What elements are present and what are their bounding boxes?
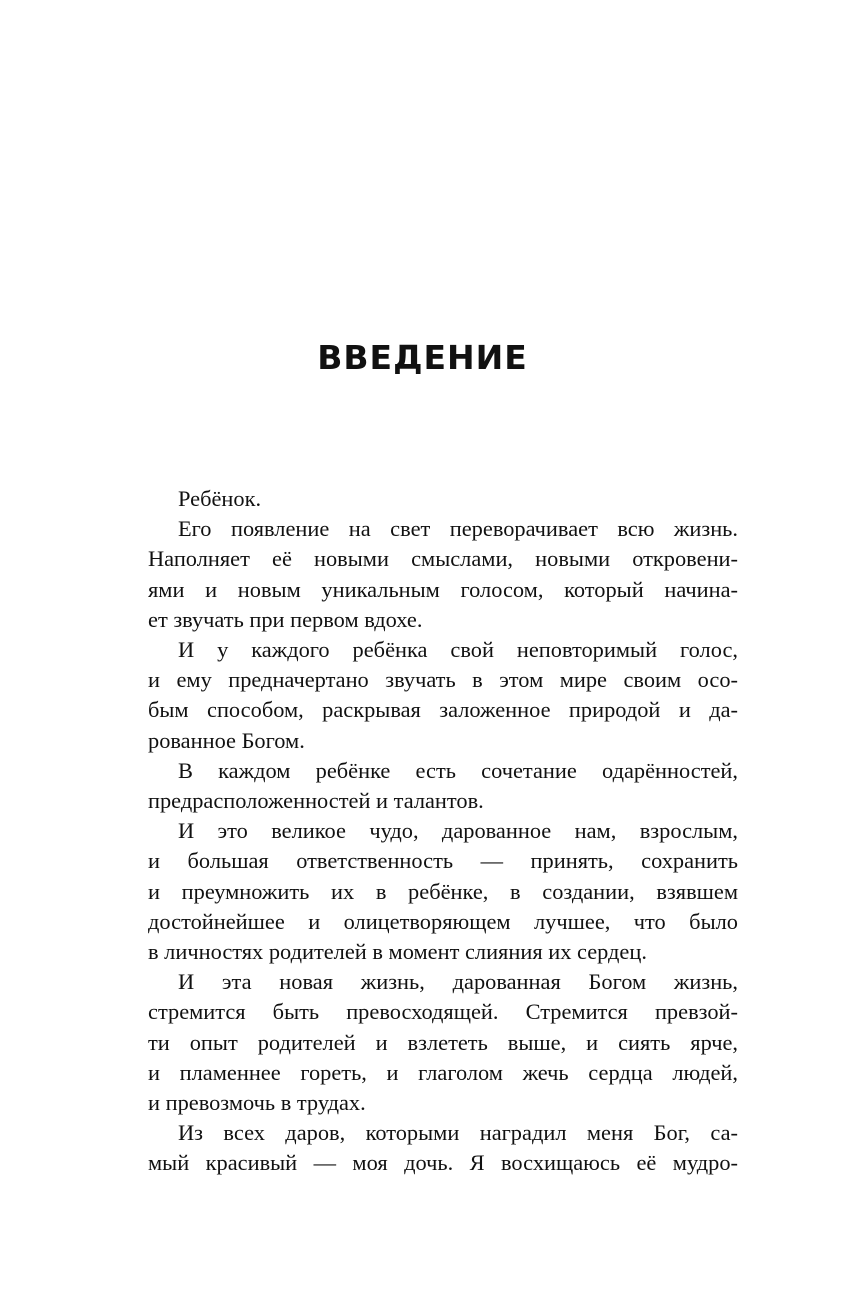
text-line: бым способом, раскрывая заложенное природой и да-: [148, 697, 738, 723]
text-line: И это великое чудо, дарованное нам, взрослым,: [178, 818, 738, 844]
text-line: И эта новая жизнь, дарованная Богом жизнь,: [178, 969, 738, 995]
paragraph: [148, 484, 738, 514]
paragraph: [148, 1118, 738, 1178]
paragraph: [148, 816, 738, 967]
text-line: и пламеннее гореть, и глаголом жечь сердца людей,: [148, 1059, 738, 1085]
text-line: в личностях родителей в момент слияния их сердец.: [148, 939, 647, 965]
text-line: рованное Богом.: [148, 727, 305, 753]
paragraph: [148, 756, 738, 816]
text-line: Наполняет её новыми смыслами, новыми откровени-: [148, 546, 738, 572]
body-text: [148, 484, 738, 1179]
text-line: И у каждого ребёнка свой неповторимый голос,: [178, 637, 738, 663]
text-line: ти опыт родителей и взлететь выше, и сиять ярче,: [148, 1029, 738, 1055]
text-line: ет звучать при первом вдохе.: [148, 606, 423, 632]
paragraph: [148, 635, 738, 756]
text-line: В каждом ребёнке есть сочетание одарённостей,: [178, 757, 738, 783]
text-line: Из всех даров, которыми наградил меня Бог, са-: [178, 1120, 738, 1146]
text-line: достойнейшее и олицетворяющем лучшее, что было: [148, 908, 738, 934]
text-line: ями и новым уникальным голосом, который начина-: [148, 576, 738, 602]
text-line: и ему предначертано звучать в этом мире своим осо-: [148, 667, 738, 693]
text-line: и преумножить их в ребёнке, в создании, взявшем: [148, 878, 738, 904]
text-line: Его появление на свет переворачивает всю жизнь.: [178, 516, 738, 542]
paragraph: [148, 967, 738, 1118]
text-line: стремится быть превосходящей. Стремится превзой-: [148, 999, 738, 1025]
paragraph: [148, 514, 738, 635]
text-line: мый красивый — моя дочь. Я восхищаюсь её мудро-: [148, 1150, 738, 1176]
text-line: и большая ответственность — принять, сохранить: [148, 848, 738, 874]
text-line: Ребёнок.: [178, 486, 262, 511]
text-line: предрасположенностей и талантов.: [148, 788, 484, 814]
text-line: и превозмочь в трудах.: [148, 1090, 366, 1116]
chapter-title: ВВЕДЕНИЕ: [317, 338, 528, 377]
